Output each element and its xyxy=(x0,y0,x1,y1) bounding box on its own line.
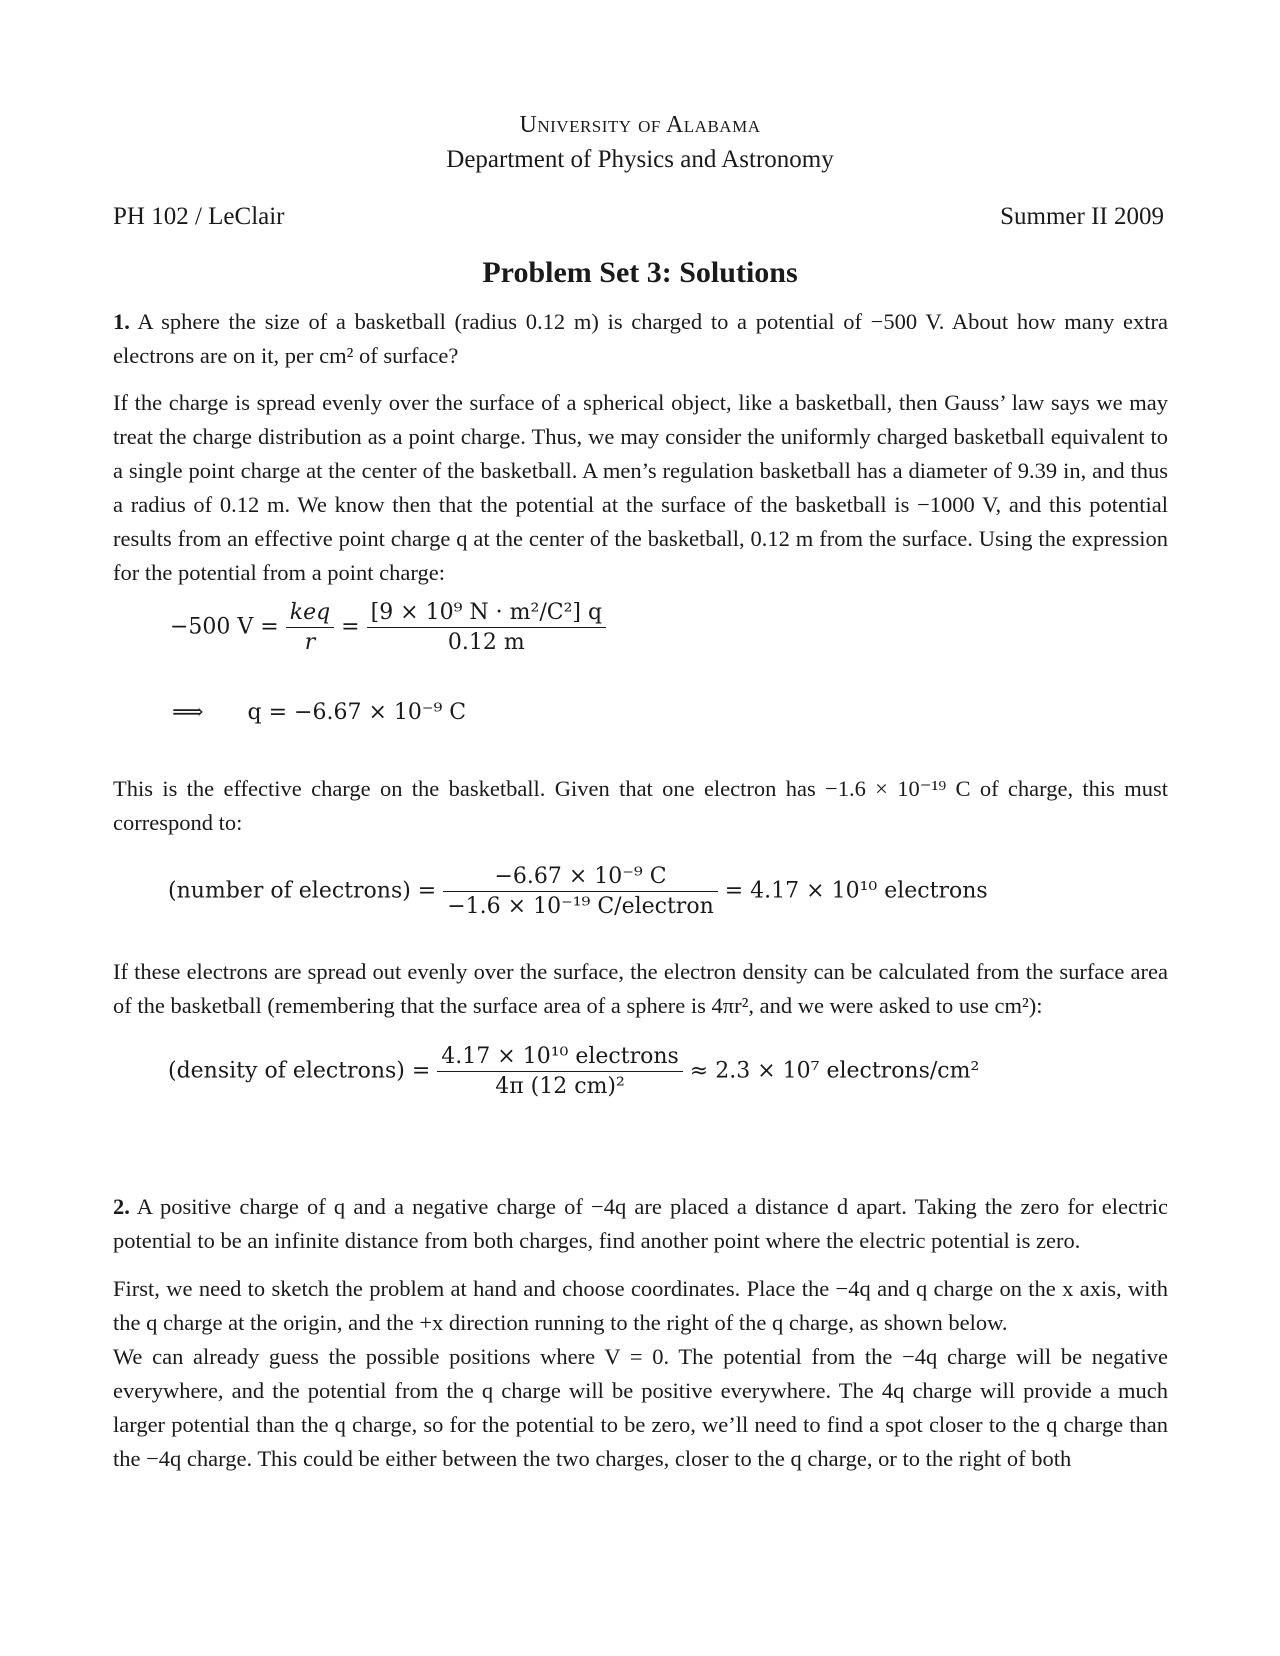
eq1-frac1-den: r xyxy=(304,630,316,655)
eq2-frac xyxy=(443,864,718,919)
problem-1-paragraph-2: This is the effective charge on the basketball. Given that one electron has −1.6 × 10⁻¹⁹ C of charge, this must correspond to: xyxy=(113,776,1168,835)
implies-symbol: ⟹ xyxy=(172,700,204,725)
problem-1-question xyxy=(113,305,1168,373)
course-label: PH 102 / LeClair xyxy=(113,203,285,230)
equation-potential xyxy=(170,600,606,655)
eq1-frac2-den: 0.12 m xyxy=(447,630,525,655)
eq3-num: 4.17 × 10¹⁰ electrons xyxy=(437,1044,683,1072)
problem-2-number: 2. xyxy=(113,1194,130,1219)
equation-charge-result xyxy=(172,700,466,725)
term-label: Summer II 2009 xyxy=(1000,203,1164,230)
problem-1-text: A sphere the size of a basketball (radius 0.12 m) is charged to a potential of −500 V. About how many extra electrons are on it, per cm² of surface? xyxy=(113,309,1168,368)
equation-number-of-electrons xyxy=(168,864,988,919)
eq1-frac2 xyxy=(367,600,606,655)
problem-1-number: 1. xyxy=(113,309,130,334)
eq2-rhs: = 4.17 × 10¹⁰ electrons xyxy=(724,878,988,904)
department-name: Department of Physics and Astronomy xyxy=(446,146,834,173)
eq1-equals: = xyxy=(341,614,360,640)
problem-2-text: A positive charge of q and a negative charge of −4q are placed a distance d apart. Taking the zero for electric potential to be an infinite distance from both charges, find another point where the electric potential is zero. xyxy=(113,1194,1168,1253)
equation-density-of-electrons xyxy=(168,1044,979,1099)
eq1-result: q = −6.67 × 10⁻⁹ C xyxy=(247,700,467,725)
problem-2-paragraph-1: First, we need to sketch the problem at hand and choose coordinates. Place the −4q and q charge on the x axis, with the q charge at the origin, and the +x direction running to the right of the q charge, as shown below. xyxy=(113,1276,1168,1335)
eq3-lhs: (density of electrons) = xyxy=(168,1058,431,1084)
problem-1-paragraph-1: If the charge is spread evenly over the surface of a spherical object, like a basketball, then Gauss’ law says we may treat the charge distribution as a point charge. Thus, we may consider the uniformly charged basketball equivalent to a single point charge at the center of the basketball. A men’s regulation basketball has a diameter of 9.39 in, and thus a radius of 0.12 m. We know then that the potential at the surface of the basketball is −1000 V, and this potential results from an effective point charge q at the center of the basketball, 0.12 m from the surface. Using the expression for the potential from a point charge: xyxy=(113,390,1168,585)
eq2-num: −6.67 × 10⁻⁹ C xyxy=(443,864,718,892)
problem-1-paragraph-3: If these electrons are spread out evenly over the surface, the electron density can be calculated from the surface area of the basketball (remembering that the surface area of a sphere is 4πr², and we were asked to use cm²): xyxy=(113,959,1168,1018)
eq1-frac2-num: [9 × 10⁹ N · m²/C²] q xyxy=(367,600,606,628)
eq3-frac xyxy=(437,1044,683,1099)
page-title: Problem Set 3: Solutions xyxy=(482,256,798,289)
eq3-rhs: ≈ 2.3 × 10⁷ electrons/cm² xyxy=(689,1058,980,1084)
eq2-lhs: (number of electrons) = xyxy=(168,878,437,904)
problem-2-question xyxy=(113,1190,1168,1258)
eq1-lhs: −500 V = xyxy=(170,614,279,640)
eq3-den: 4π (12 cm)² xyxy=(495,1074,625,1099)
eq2-den: −1.6 × 10⁻¹⁹ C/electron xyxy=(447,894,714,919)
university-name: University of Alabama xyxy=(519,112,761,138)
eq1-frac1 xyxy=(286,600,334,655)
problem-2-paragraph-2: We can already guess the possible positions where V = 0. The potential from the −4q charge will be negative everywhere, and the potential from the q charge will be positive everywhere. The 4q charge will provide a much larger potential than the q charge, so for the potential to be zero, we’ll need to find a spot closer to the q charge than the −4q charge. This could be either between the two charges, closer to the q charge, or to the right of both xyxy=(113,1344,1168,1471)
eq1-frac1-num: keq xyxy=(286,600,334,628)
